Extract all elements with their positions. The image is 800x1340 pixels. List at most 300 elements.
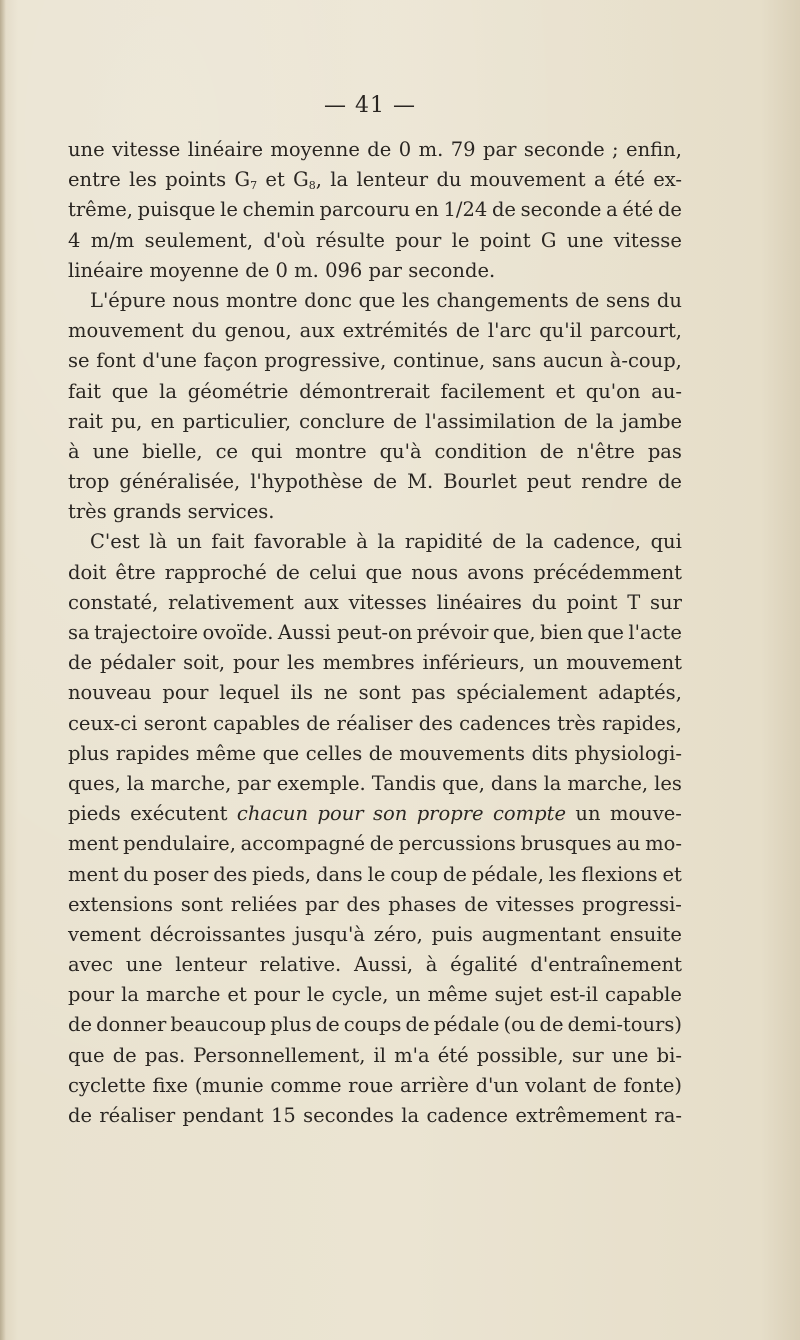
word-text: chemin [242,198,315,222]
word-text: même [196,741,257,765]
word [435,437,527,467]
word [612,1041,649,1071]
word-text: enfin, [626,138,682,161]
subscript: 7 [250,179,258,193]
word-text: été [613,168,645,192]
word-text: avec [68,953,114,977]
word-text: physiologi- [574,741,682,765]
word-text: particulier, [182,409,292,433]
word-text: point [479,228,531,252]
word [316,1010,340,1040]
word-text: G [540,228,557,252]
word-text: une [125,953,163,977]
word-text: pour [317,802,364,826]
word-text: d'où [263,228,306,252]
word [68,769,121,799]
word-text: extensions [68,892,174,916]
word-text: le [451,228,470,252]
word [488,316,531,346]
word-text: de [68,1104,93,1127]
word-text: changements [436,288,569,312]
word-text: aux [303,590,339,614]
word [400,1071,469,1101]
word-text: et [555,379,575,403]
word [213,860,247,890]
word [533,648,558,678]
word-text: inférieurs, [422,651,526,675]
word [614,165,645,195]
word-text: demi-tours) [567,1013,682,1037]
word-text: possible, [476,1043,564,1067]
word-text: un [533,651,559,675]
word [390,860,438,890]
word-text: du [436,168,462,192]
word [130,799,227,829]
word [94,618,198,648]
word [399,739,525,769]
word-text: secondes [303,1104,394,1127]
word-text: d'entraînement [530,953,682,977]
word-text: ce [215,439,239,463]
text-line [68,256,682,286]
word-text: de [369,832,394,856]
word [144,709,207,739]
word-text: chacun [236,802,309,826]
word-text: sens [606,288,651,312]
word [233,648,279,678]
word [68,316,184,346]
word-text: de [455,319,480,343]
word-text: par [305,892,339,916]
word-text: par [482,138,517,161]
word [575,799,600,829]
word-text: genou, [224,319,292,343]
word-text: le [367,862,386,886]
word [426,950,438,980]
word [68,829,118,859]
word-text: qui [250,439,283,463]
word [467,558,524,588]
word [93,437,130,467]
word [68,437,80,467]
word [306,739,362,769]
word [557,709,596,739]
word [116,739,190,769]
word [393,407,417,437]
word-text: de [112,1043,137,1067]
word [483,135,516,165]
word-text: la [525,530,544,554]
word-text: qu'à [379,439,422,463]
word-text: vitesses [496,892,575,916]
word [359,678,401,708]
word-text: sont [358,681,401,705]
word [401,1101,419,1131]
text-line [68,316,682,346]
word-text: nous [411,560,459,584]
word [606,195,618,225]
word-text: seconde. [408,258,496,282]
word [436,165,461,195]
word-text: parcouru [319,198,411,222]
word [254,980,300,1010]
word [237,799,308,829]
word [626,135,682,165]
word-text: plus [270,1013,312,1037]
word [300,316,335,346]
word-text: ils [290,681,314,705]
word [426,1101,508,1131]
word [477,1041,564,1071]
word [622,195,653,225]
word [543,346,603,376]
word [456,678,587,708]
word [99,1101,175,1131]
word [372,769,436,799]
word-text: augmentant [481,922,601,946]
word [142,437,202,467]
word [145,1041,185,1071]
text-line [68,1041,682,1071]
word-text: nous [172,288,220,312]
word-text: la [159,379,177,403]
word [150,407,174,437]
word [306,709,330,739]
word [68,558,106,588]
word [437,588,522,618]
word-text: poser [153,862,209,886]
word-text: sur [650,590,682,614]
word-text: ensuite [609,922,682,946]
word-text: accompagné [240,832,366,856]
word-text: l'assimilation [425,409,556,433]
word-text: n'être [576,439,635,463]
text-line [68,739,682,769]
word [628,618,682,648]
text-line [68,286,682,316]
word-text: sa [68,621,90,644]
text-line [68,890,682,920]
word [263,739,300,769]
word-text: exemple. [276,771,366,795]
word [459,709,551,739]
word [566,648,682,678]
word [115,558,155,588]
word-text: très [68,500,107,524]
word [622,407,682,437]
word-text: d'une [142,349,197,373]
word-text: parcourt, [589,319,682,343]
word-text: la [330,168,349,192]
word [68,1041,105,1071]
word-text: très [557,711,596,735]
text-line [68,769,682,799]
word-text: de [491,198,516,222]
word [316,226,385,256]
word-text: du [123,862,149,886]
word [586,377,641,407]
word-text: celles [305,741,363,765]
word-text: rapidité [404,530,483,554]
word-text: les [548,862,577,886]
word-text: de [592,1073,617,1097]
word-text: moyenne [149,258,239,282]
word [68,256,143,286]
word-text: coup [390,862,438,886]
word-text: pour [68,983,115,1007]
word [398,829,515,859]
word [332,980,389,1010]
word [276,558,300,588]
word-text: le [306,983,325,1007]
word [612,135,619,165]
word [153,1071,189,1101]
word-text: facilement [440,379,545,403]
text-line [68,1101,682,1131]
word-text: marche, [567,771,649,795]
word [388,890,456,920]
text-line [68,799,682,829]
word [492,527,516,557]
text-line [68,618,682,648]
word [68,648,92,678]
word [172,286,219,316]
word [476,1071,519,1101]
word [216,437,238,467]
word-text: capables [213,711,300,735]
word-text: marche, [150,771,232,795]
word [323,648,415,678]
text-line [68,437,682,467]
word-text: jambe [621,409,682,433]
word [472,860,544,890]
word [395,226,441,256]
word [165,558,267,588]
page-binding-edge [0,0,6,1340]
word-text: que [111,379,149,403]
word-text: 1/24 [443,198,488,222]
word [373,799,407,829]
word-text: au- [651,379,682,403]
word [68,980,114,1010]
word [496,890,574,920]
text-line [68,829,682,859]
word-text: fait [211,530,245,554]
text-line [68,346,682,376]
word-text: même [427,983,488,1007]
word-text: font [96,349,136,373]
word-text: seront [143,711,207,735]
word [68,618,90,648]
word [394,1041,429,1071]
word-text: de [68,1013,93,1037]
word-text: ment [68,832,119,856]
word [277,769,366,799]
word-text: aux [299,319,335,343]
word-text: à-coup, [609,349,682,373]
word-text: que [68,1043,105,1067]
word-text: M. [407,470,434,494]
word-text: vitesse [613,228,682,252]
word [294,920,365,950]
word [532,588,557,618]
word-text: dans [316,862,363,886]
word [287,648,315,678]
word [295,437,367,467]
word [348,1071,393,1101]
word [252,860,311,890]
word [68,1010,92,1040]
word [651,527,682,557]
word-text: là [149,530,168,554]
word [581,467,648,497]
text-line [68,950,682,980]
word [610,346,682,376]
word [121,980,139,1010]
word-text: Aussi peut-on [277,621,413,644]
word [68,165,121,195]
word [90,286,166,316]
word-text: 79 [450,138,476,161]
word-text: qu'il [539,319,583,343]
word [129,165,157,195]
word-text: pieds, [252,862,312,886]
word-text: montre [226,288,298,312]
text-line [68,195,682,225]
word [275,256,287,286]
word-text: propre [416,802,484,826]
word-text: il [373,1043,387,1067]
word [544,769,562,799]
word-text: de [245,258,270,282]
word [590,316,682,346]
word [270,1010,311,1040]
word [627,588,640,618]
word [405,1010,429,1040]
word-text: et [265,168,285,192]
word [532,739,569,769]
text-line [68,1010,682,1040]
word [188,377,289,407]
word-text: d'un [475,1073,519,1097]
word [441,377,545,407]
word [170,1010,266,1040]
word [524,135,605,165]
word-text: ques, [68,771,121,795]
word-text: pu, [111,409,143,433]
word-text: L'épure [90,288,166,312]
text-line [68,1071,682,1101]
word-text: mouvement [68,319,184,343]
word [434,1010,500,1040]
word [202,618,273,648]
text-line [68,920,682,950]
word-text: fonte) [623,1073,682,1097]
word [270,1071,341,1101]
word [151,769,232,799]
word-text: généralisée, [119,470,241,494]
text-line [68,678,682,708]
word-text: mouve- [609,802,682,826]
word-text: m/m [90,228,135,252]
text-line [68,709,682,739]
word-text: de [405,1013,430,1037]
word-text: seconde [520,198,602,222]
word [533,558,682,588]
word-text: G [234,168,251,192]
word-text: qu'on [585,379,641,403]
word [521,195,602,225]
word [464,890,488,920]
word [68,1071,146,1101]
word-text: sans [491,349,537,373]
word-text: marche [145,983,221,1007]
word [145,226,254,256]
word-text: de [539,1013,564,1037]
word-text: exécutent [130,802,228,826]
word-text: réaliser [99,1104,176,1127]
word-text: l'arc [487,319,532,343]
word-text: rapproché [164,560,267,584]
word [541,226,557,256]
word [521,829,612,859]
word [142,346,197,376]
word [271,1101,296,1131]
word-text: dits [531,741,569,765]
word [564,407,588,437]
word [168,588,294,618]
word [213,709,300,739]
word-text: ceux-ci [68,711,138,735]
word [68,346,90,376]
word [366,558,403,588]
word [68,497,107,527]
word-text: conclure [299,409,385,433]
word-text: que, [442,771,485,795]
word [243,195,315,225]
word-text: que [262,741,300,765]
word [374,1041,386,1071]
word-text: cadence [426,1104,509,1127]
word-text: relativement [168,590,294,614]
word-text: pas. [144,1043,186,1067]
word-text: flexions [581,862,658,886]
word [419,135,444,165]
word-text: plus [68,741,110,765]
word-text: arrière [399,1073,469,1097]
word [68,890,173,920]
word [264,346,386,376]
word [380,437,422,467]
word [407,467,433,497]
word [654,1101,682,1131]
word-text: cyclette [68,1073,146,1097]
word [530,950,682,980]
word [452,226,470,256]
word [495,980,543,1010]
word-text: relative. [259,953,342,977]
word [648,437,682,467]
word-text: les [654,771,682,795]
word [596,407,614,437]
word-text: membres [322,651,415,675]
word-text: constaté, [68,590,159,614]
word [325,256,362,286]
word-text: progressi- [582,892,682,916]
word [317,799,363,829]
word [196,739,256,769]
word [568,1010,682,1040]
